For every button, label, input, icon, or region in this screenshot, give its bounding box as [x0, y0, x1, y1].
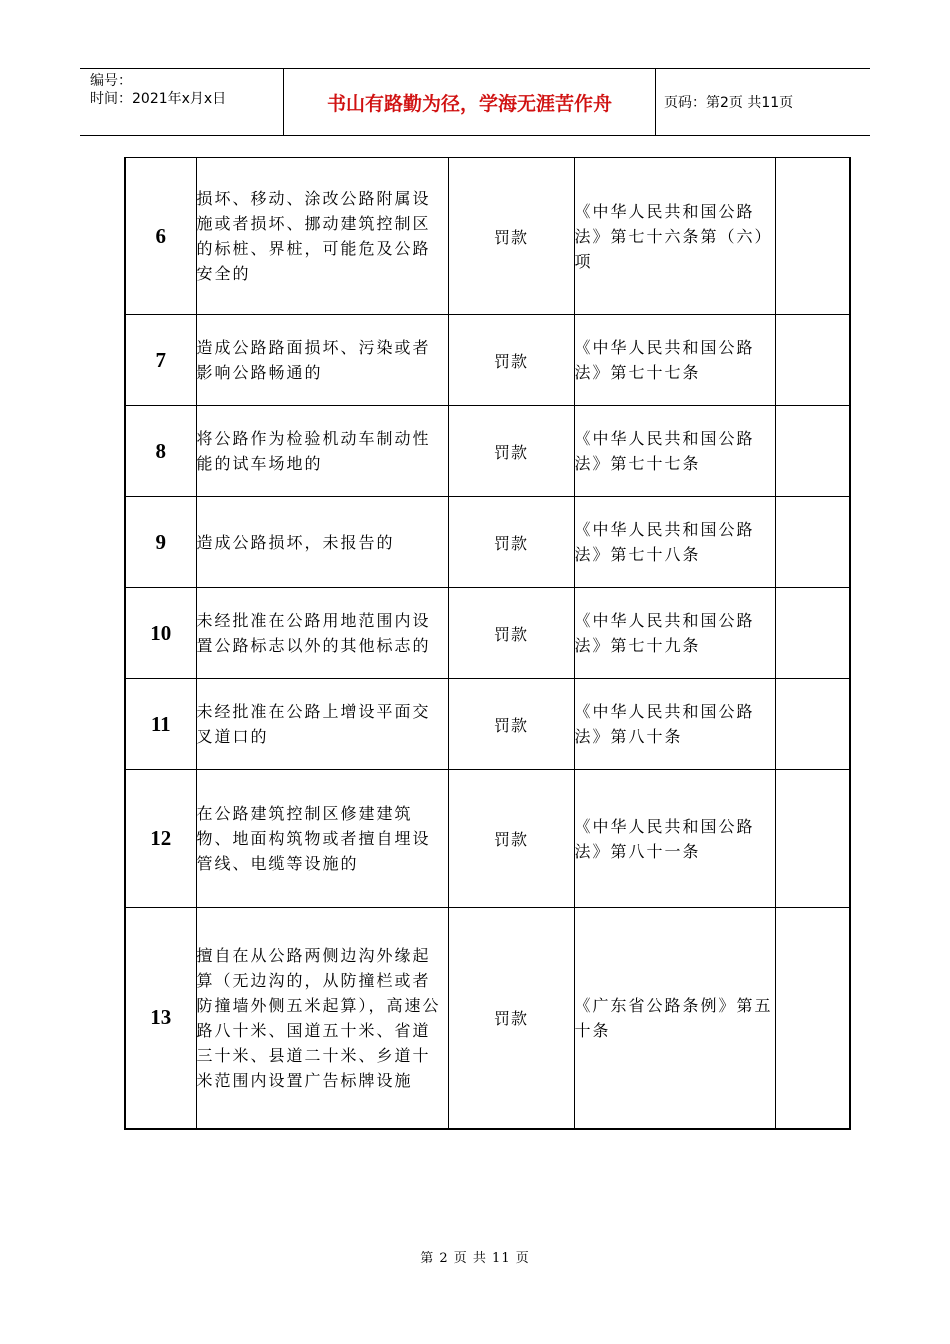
- row-penalty-type: 罚款: [448, 679, 574, 770]
- header-motto: 书山有路勤为径，学海无涯苦作舟: [326, 92, 612, 115]
- row-number: 13: [125, 908, 196, 1129]
- row-penalty-type: 罚款: [448, 908, 574, 1129]
- row-penalty-type: 罚款: [448, 770, 574, 908]
- row-remarks: [775, 908, 850, 1129]
- row-number: 11: [125, 679, 196, 770]
- header-number: 编号：: [90, 73, 132, 89]
- row-legal-basis: 《中华人民共和国公路法》第八十条: [574, 679, 775, 770]
- page-header: [80, 68, 870, 136]
- row-remarks: [775, 406, 850, 497]
- row-penalty-type: 罚款: [448, 315, 574, 406]
- table-row: [125, 770, 850, 908]
- table-row: [125, 908, 850, 1129]
- row-legal-basis: 《中华人民共和国公路法》第七十六条第（六）项: [574, 158, 775, 315]
- row-legal-basis: 《中华人民共和国公路法》第八十一条: [574, 770, 775, 908]
- row-description: 损坏、移动、涂改公路附属设施或者损坏、挪动建筑控制区的标桩、界桩，可能危及公路安全的: [196, 158, 448, 315]
- row-number: 9: [125, 497, 196, 588]
- row-legal-basis: 《中华人民共和国公路法》第七十七条: [574, 315, 775, 406]
- row-description: 未经批准在公路用地范围内设置公路标志以外的其他标志的: [196, 588, 448, 679]
- row-description: 在公路建筑控制区修建建筑物、地面构筑物或者擅自埋设管线、电缆等设施的: [196, 770, 448, 908]
- row-number: 12: [125, 770, 196, 908]
- table-row: [125, 406, 850, 497]
- row-description: 造成公路损坏，未报告的: [196, 497, 448, 588]
- row-number: 7: [125, 315, 196, 406]
- penalty-table: [124, 157, 851, 1130]
- row-remarks: [775, 158, 850, 315]
- header-page-number: 页码：第2页 共11页: [664, 95, 794, 111]
- row-remarks: [775, 497, 850, 588]
- row-number: 8: [125, 406, 196, 497]
- row-penalty-type: 罚款: [448, 497, 574, 588]
- table-row: [125, 588, 850, 679]
- table-row: [125, 315, 850, 406]
- row-penalty-type: 罚款: [448, 158, 574, 315]
- row-remarks: [775, 679, 850, 770]
- row-legal-basis: 《中华人民共和国公路法》第七十八条: [574, 497, 775, 588]
- row-legal-basis: 《中华人民共和国公路法》第七十七条: [574, 406, 775, 497]
- row-number: 6: [125, 158, 196, 315]
- row-legal-basis: 《广东省公路条例》第五十条: [574, 908, 775, 1129]
- row-description: 未经批准在公路上增设平面交叉道口的: [196, 679, 448, 770]
- row-remarks: [775, 315, 850, 406]
- table-row: [125, 497, 850, 588]
- table-row: [125, 679, 850, 770]
- row-number: 10: [125, 588, 196, 679]
- row-remarks: [775, 588, 850, 679]
- row-description: 将公路作为检验机动车制动性能的试车场地的: [196, 406, 448, 497]
- header-meta: [80, 69, 283, 135]
- row-remarks: [775, 770, 850, 908]
- row-description: 擅自在从公路两侧边沟外缘起算（无边沟的，从防撞栏或者防撞墙外侧五米起算），高速公路八十米、国道五十米、省道三十米、县道二十米、乡道十米范围内设置广告标牌设施: [196, 908, 448, 1129]
- table-row: [125, 158, 850, 315]
- row-penalty-type: 罚款: [448, 406, 574, 497]
- row-penalty-type: 罚款: [448, 588, 574, 679]
- row-description: 造成公路路面损坏、污染或者影响公路畅通的: [196, 315, 448, 406]
- page-footer: 第 2 页 共 11 页: [420, 1251, 530, 1266]
- header-time: 时间：2021年x月x日: [90, 91, 227, 107]
- row-legal-basis: 《中华人民共和国公路法》第七十九条: [574, 588, 775, 679]
